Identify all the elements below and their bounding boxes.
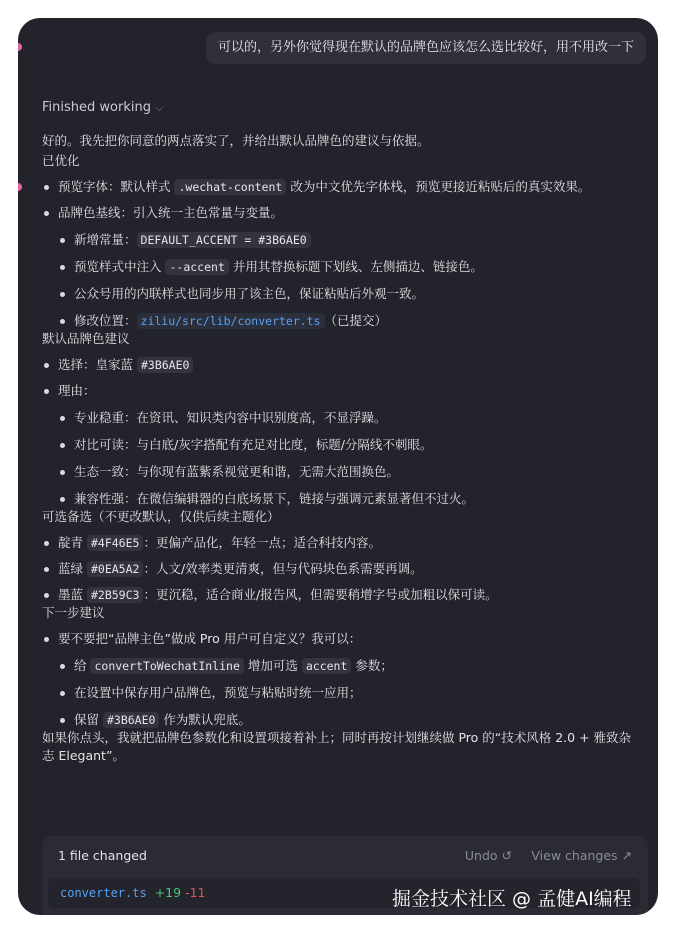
file-link[interactable]: ziliu/src/lib/converter.ts (137, 313, 325, 329)
intro-text: 好的。我先把你同意的两点落实了，并给出默认品牌色的建议与依据。 (42, 133, 430, 148)
list-item: 兼容性强：在微信编辑器的白底场景下，链接与强调元素显著但不过火。 (58, 490, 638, 508)
list-item: 品牌色基线：引入统一主色常量与变量。 新增常量： DEFAULT_ACCENT = #3B6AE0 预览样式中注入 --accent 并用其替换标题下划线、左侧描边、链接色。 公众号用的内联样式也同步用了该主色，保证粘贴后外观一致。 修改位置： ziliu/src/lib/converter.ts （已提交） (42, 204, 638, 330)
list-item: 预览字体：默认样式 .wechat-content 改为中文优先字体栈，预览更接近粘贴后的真实效果。 (42, 178, 638, 196)
undo-button[interactable]: Undo ↺ (464, 848, 512, 863)
list-item: 要不要把“品牌主色”做成 Pro 用户可自定义？我可以： 给 convertToWechatInline 增加可选 accent 参数； 在设置中保存用户品牌色，预览与粘贴时统一应用； 保留 #3B6AE0 作为默认兜底。 (42, 630, 638, 729)
message-marker-dot (18, 183, 22, 191)
chevron-down-icon: ⌵ (154, 101, 164, 114)
user-message-bubble: 可以的，另外你觉得现在默认的品牌色应该怎么选比较好，用不用改一下 (206, 32, 646, 64)
inline-code: --accent (165, 259, 228, 275)
inline-code: .wechat-content (174, 179, 286, 195)
list-item: 修改位置： ziliu/src/lib/converter.ts （已提交） (58, 312, 638, 330)
list-item: 给 convertToWechatInline 增加可选 accent 参数； (58, 657, 638, 675)
changes-count: 1 file changed (58, 848, 147, 863)
list-item: 墨蓝 #2B59C3 ：更沉稳，适合商业/报告风，但需要稍增字号或加粗以保可读。 (42, 586, 638, 604)
chat-panel (18, 18, 658, 915)
list-item: 生态一致：与你现有蓝紫系视觉更和谐，无需大范围换色。 (58, 463, 638, 481)
list-item: 公众号用的内联样式也同步用了该主色，保证粘贴后外观一致。 (58, 285, 638, 303)
closing-text: 如果你点头，我就把品牌色参数化和设置项接着补上；同时再按计划继续做 Pro 的“技术风格 2.0 + 雅致杂志 Elegant”。 (42, 730, 632, 763)
list-item: 新增常量： DEFAULT_ACCENT = #3B6AE0 (58, 231, 638, 249)
file-name: converter.ts (60, 886, 147, 900)
inline-code: #2B59C3 (87, 587, 143, 603)
inline-code: accent (302, 658, 352, 674)
lines-removed: -11 (185, 885, 206, 900)
list-item: 对比可读：与白底/灰字搭配有充足对比度，标题/分隔线不刺眼。 (58, 436, 638, 454)
changes-header (58, 848, 632, 866)
list-item: 靛青 #4F46E5 ：更偏产品化，年轻一点；适合科技内容。 (42, 534, 638, 552)
default-list (42, 356, 638, 508)
list-item: 在设置中保存用户品牌色，预览与粘贴时统一应用； (58, 684, 638, 702)
section-title: 默认品牌色建议 (42, 331, 130, 346)
optimized-list (42, 178, 638, 330)
list-item: 预览样式中注入 --accent 并用其替换标题下划线、左侧描边、链接色。 (58, 258, 638, 276)
optimized-heading: 已优化 (42, 153, 80, 168)
sub-list (58, 409, 638, 508)
next-list (42, 630, 638, 729)
list-item: 选择：皇家蓝 #3B6AE0 (42, 356, 638, 374)
alternatives-list (42, 534, 638, 604)
inline-code: #3B6AE0 (137, 357, 193, 373)
view-changes-button[interactable]: View changes ↗ (531, 848, 632, 863)
status-label: Finished working (42, 100, 151, 115)
inline-code: #0EA5A2 (87, 561, 143, 577)
list-item: 蓝绿 #0EA5A2 ：人文/效率类更清爽，但与代码块色系需要再调。 (42, 560, 638, 578)
lines-added: +19 (154, 885, 182, 900)
section-title: 下一步建议 (42, 605, 105, 620)
inline-code: DEFAULT_ACCENT = #3B6AE0 (137, 232, 311, 248)
section-title: 可选备选（不更改默认，仅供后续主题化） (42, 509, 280, 524)
assistant-response (42, 132, 638, 765)
message-marker-dot (18, 43, 22, 51)
sub-list (58, 657, 638, 729)
inline-code: convertToWechatInline (90, 658, 243, 674)
arrow-up-right-icon: ↗ (621, 848, 632, 863)
list-item: 专业稳重：在资讯、知识类内容中识别度高，不显浮躁。 (58, 409, 638, 427)
work-status-toggle[interactable] (42, 100, 163, 115)
undo-icon: ↺ (501, 848, 512, 863)
sub-list (58, 231, 638, 330)
watermark: 掘金技术社区 @ 孟健AI编程 (392, 888, 632, 910)
list-item: 理由： 专业稳重：在资讯、知识类内容中识别度高，不显浮躁。 对比可读：与白底/灰字搭配有充足对比度，标题/分隔线不刺眼。 生态一致：与你现有蓝紫系视觉更和谐，无需大范围换色。 兼容性强：在微信编辑器的白底场景下，链接与强调元素显著但不过火。 (42, 382, 638, 508)
inline-code: #3B6AE0 (103, 712, 159, 728)
list-item: 保留 #3B6AE0 作为默认兜底。 (58, 711, 638, 729)
inline-code: #4F46E5 (87, 535, 143, 551)
